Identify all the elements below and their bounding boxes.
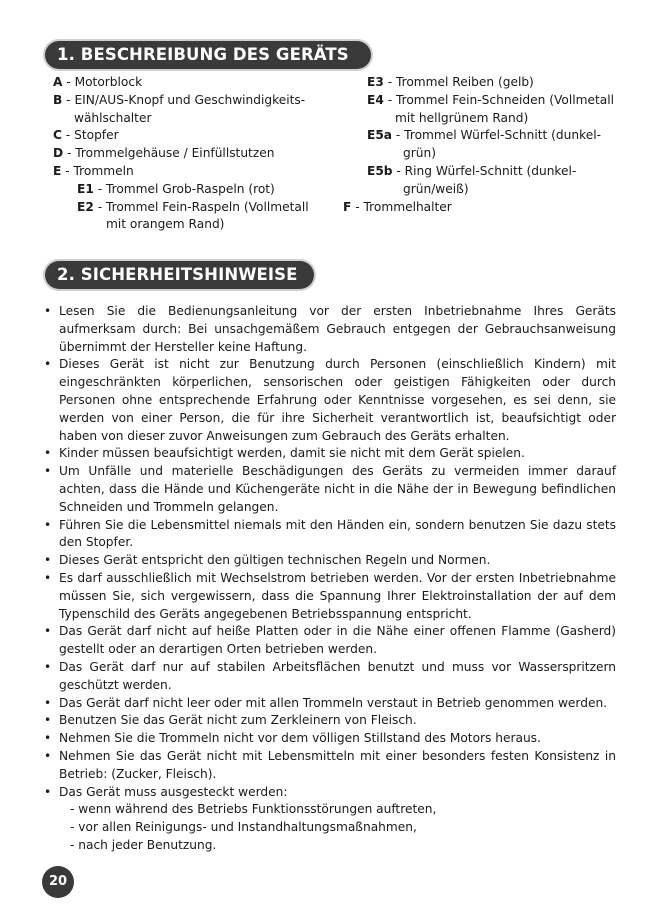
list-item-continuation: wählschalter: [74, 110, 152, 125]
safety-list: [44, 303, 616, 855]
list-item: [53, 74, 353, 92]
page-number: 20: [42, 866, 74, 898]
list-item: [343, 74, 633, 92]
part-key: E1: [77, 181, 94, 196]
list-item: [44, 695, 616, 713]
part-text: - Trommel Würfel-Schnitt (dunkel-: [395, 128, 602, 143]
part-key: A: [53, 75, 63, 89]
list-item: [53, 181, 353, 199]
bullet-icon: •: [44, 695, 52, 710]
list-item: [44, 659, 616, 695]
bullet-icon: •: [44, 731, 52, 746]
bullet-icon: •: [44, 713, 52, 728]
bullet-icon: •: [44, 784, 52, 799]
part-text: - Trommel Fein-Raspeln (Vollmetall: [97, 199, 309, 214]
part-key: F: [343, 199, 352, 214]
list-item-continuation: grün/weiß): [403, 181, 469, 196]
list-item-continuation: mit orangem Rand): [106, 217, 225, 232]
part-text: - Stopfer: [65, 128, 119, 143]
bullet-icon: •: [44, 659, 52, 674]
bullet-icon: •: [44, 748, 52, 763]
part-key: E: [53, 163, 62, 178]
part-text: - Trommel Fein-Schneiden (Vollmetall: [387, 92, 615, 107]
bullet-text: Um Unfälle und materielle Beschädigungen des Geräts zu vermeiden immer darauf achten, dass die Hände und Küchengeräte nicht in die Nähe der in Bewegung befindlichen Schneiden und Trommeln gelangen.: [59, 464, 616, 514]
list-item: [44, 356, 616, 445]
list-item: [44, 303, 616, 356]
part-key: E2: [77, 199, 94, 214]
bullet-icon: •: [44, 517, 52, 532]
list-item: [53, 199, 353, 217]
bullet-text: Es darf ausschließlich mit Wechselstrom betrieben werden. Vor der ersten Inbetriebnahme müssen Sie, sich vergewissern, dass die Spannung Ihrer Elektroinstallation der auf dem Typenschild des Geräts angegebenen Betriebsspannung entspricht.: [59, 570, 616, 621]
list-item-continuation: grün): [403, 146, 436, 161]
bullet-text: Dieses Gerät entspricht den gültigen technischen Regeln und Normen.: [59, 553, 491, 568]
part-text: - Trommeln: [65, 163, 134, 178]
bullet-text: Nehmen Sie die Trommeln nicht vor dem völligen Stillstand des Motors heraus.: [59, 731, 541, 746]
parts-list-right: [343, 74, 633, 216]
bullet-text: Das Gerät darf nicht leer oder mit allen Trommeln verstaut in Betrieb genommen werden.: [59, 695, 608, 710]
part-key: B: [53, 92, 63, 107]
list-item: [44, 784, 616, 802]
bullet-text: Benutzen Sie das Gerät nicht zum Zerkleinern von Fleisch.: [59, 713, 417, 728]
parts-list-left: [53, 74, 353, 234]
list-item: [44, 730, 616, 748]
list-item: [44, 748, 616, 784]
part-key: E3: [367, 75, 384, 89]
section-heading-description: 1. BESCHREIBUNG DES GERÄTS: [45, 41, 371, 69]
list-item: [44, 463, 616, 516]
list-item: [53, 92, 353, 110]
bullet-text: Das Gerät darf nur auf stabilen Arbeitsflächen benutzt und muss vor Wasserspritzern geschützt werden.: [59, 659, 616, 692]
list-item: [44, 712, 616, 730]
bullet-icon: •: [44, 570, 52, 585]
list-item: [44, 570, 616, 623]
bullet-icon: •: [44, 446, 52, 461]
bullet-text: Nehmen Sie das Gerät nicht mit Lebensmitteln mit einer besonders festen Konsistenz in Betrieb: (Zucker, Fleisch).: [59, 748, 616, 781]
part-key: E4: [367, 92, 384, 107]
list-item: [44, 552, 616, 570]
part-text: - EIN/AUS-Knopf und Geschwindigkeits-: [66, 92, 306, 107]
bullet-text: Kinder müssen beaufsichtigt werden, damit sie nicht mit dem Gerät spielen.: [59, 446, 525, 461]
part-text: - Trommelgehäuse / Einfüllstutzen: [67, 146, 275, 161]
part-text: - Motorblock: [66, 75, 143, 89]
list-item: [343, 163, 633, 181]
bullet-text: Das Gerät muss ausgesteckt werden:: [59, 784, 288, 799]
part-text: - Trommel Grob-Raspeln (rot): [97, 181, 275, 196]
sub-list-item: - vor allen Reinigungs- und Instandhaltungsmaßnahmen,: [70, 820, 417, 835]
list-item-continuation: mit hellgrünem Rand): [395, 110, 529, 125]
section-heading-safety: 2. SICHERHEITSHINWEISE: [45, 261, 314, 289]
part-text: - Ring Würfel-Schnitt (dunkel-: [396, 163, 577, 178]
bullet-text: Führen Sie die Lebensmittel niemals mit den Händen ein, sondern benutzen Sie dazu stets den Stopfer.: [59, 517, 616, 550]
list-item: [343, 127, 633, 145]
bullet-text: Lesen Sie die Bedienungsanleitung vor der ersten Inbetriebnahme Ihres Geräts aufmerksam durch: Bei unsachgemäßem Gebrauch entgegen der Gebrauchsanweisung übernimmt der Hersteller keine Haftung.: [59, 304, 616, 354]
bullet-icon: •: [44, 464, 52, 479]
list-item: [343, 199, 633, 217]
bullet-text: Das Gerät darf nicht auf heiße Platten oder in die Nähe einer offenen Flamme (Gasherd) gestellt oder an derartigen Orten betrieben werden.: [59, 624, 616, 657]
bullet-icon: •: [44, 304, 52, 318]
part-key: E5a: [367, 128, 393, 143]
part-text: - Trommel Reiben (gelb): [387, 75, 534, 89]
bullet-text: Dieses Gerät ist nicht zur Benutzung durch Personen (einschließlich Kindern) mit eingeschränkten körperlichen, sensorischen oder geistigen Fähigkeiten oder durch Personen ohne entsprechende Erfahrung oder Kenntnisse vorgesehen, es sei denn, sie werden von einer Person, die für ihre Sicherheit verantwortlich ist, beaufsichtigt oder haben von dieser zuvor Anweisungen zum Gebrauch des Geräts erhalten.: [59, 357, 616, 443]
part-key: E5b: [367, 163, 393, 178]
part-text: - Trommelhalter: [355, 199, 452, 214]
sub-list-item: - nach jeder Benutzung.: [70, 837, 217, 852]
list-item: [44, 623, 616, 659]
part-key: D: [53, 146, 64, 161]
sub-list-item: - wenn während des Betriebs Funktionsstörungen auftreten,: [70, 802, 437, 817]
list-item: [343, 92, 633, 110]
part-key: C: [53, 128, 62, 143]
list-item: [44, 445, 616, 463]
list-item: [53, 163, 353, 181]
list-item: [53, 145, 353, 163]
bullet-icon: •: [44, 624, 52, 639]
list-item: [44, 517, 616, 553]
list-item: [53, 127, 353, 145]
bullet-icon: •: [44, 553, 52, 568]
bullet-icon: •: [44, 357, 52, 372]
